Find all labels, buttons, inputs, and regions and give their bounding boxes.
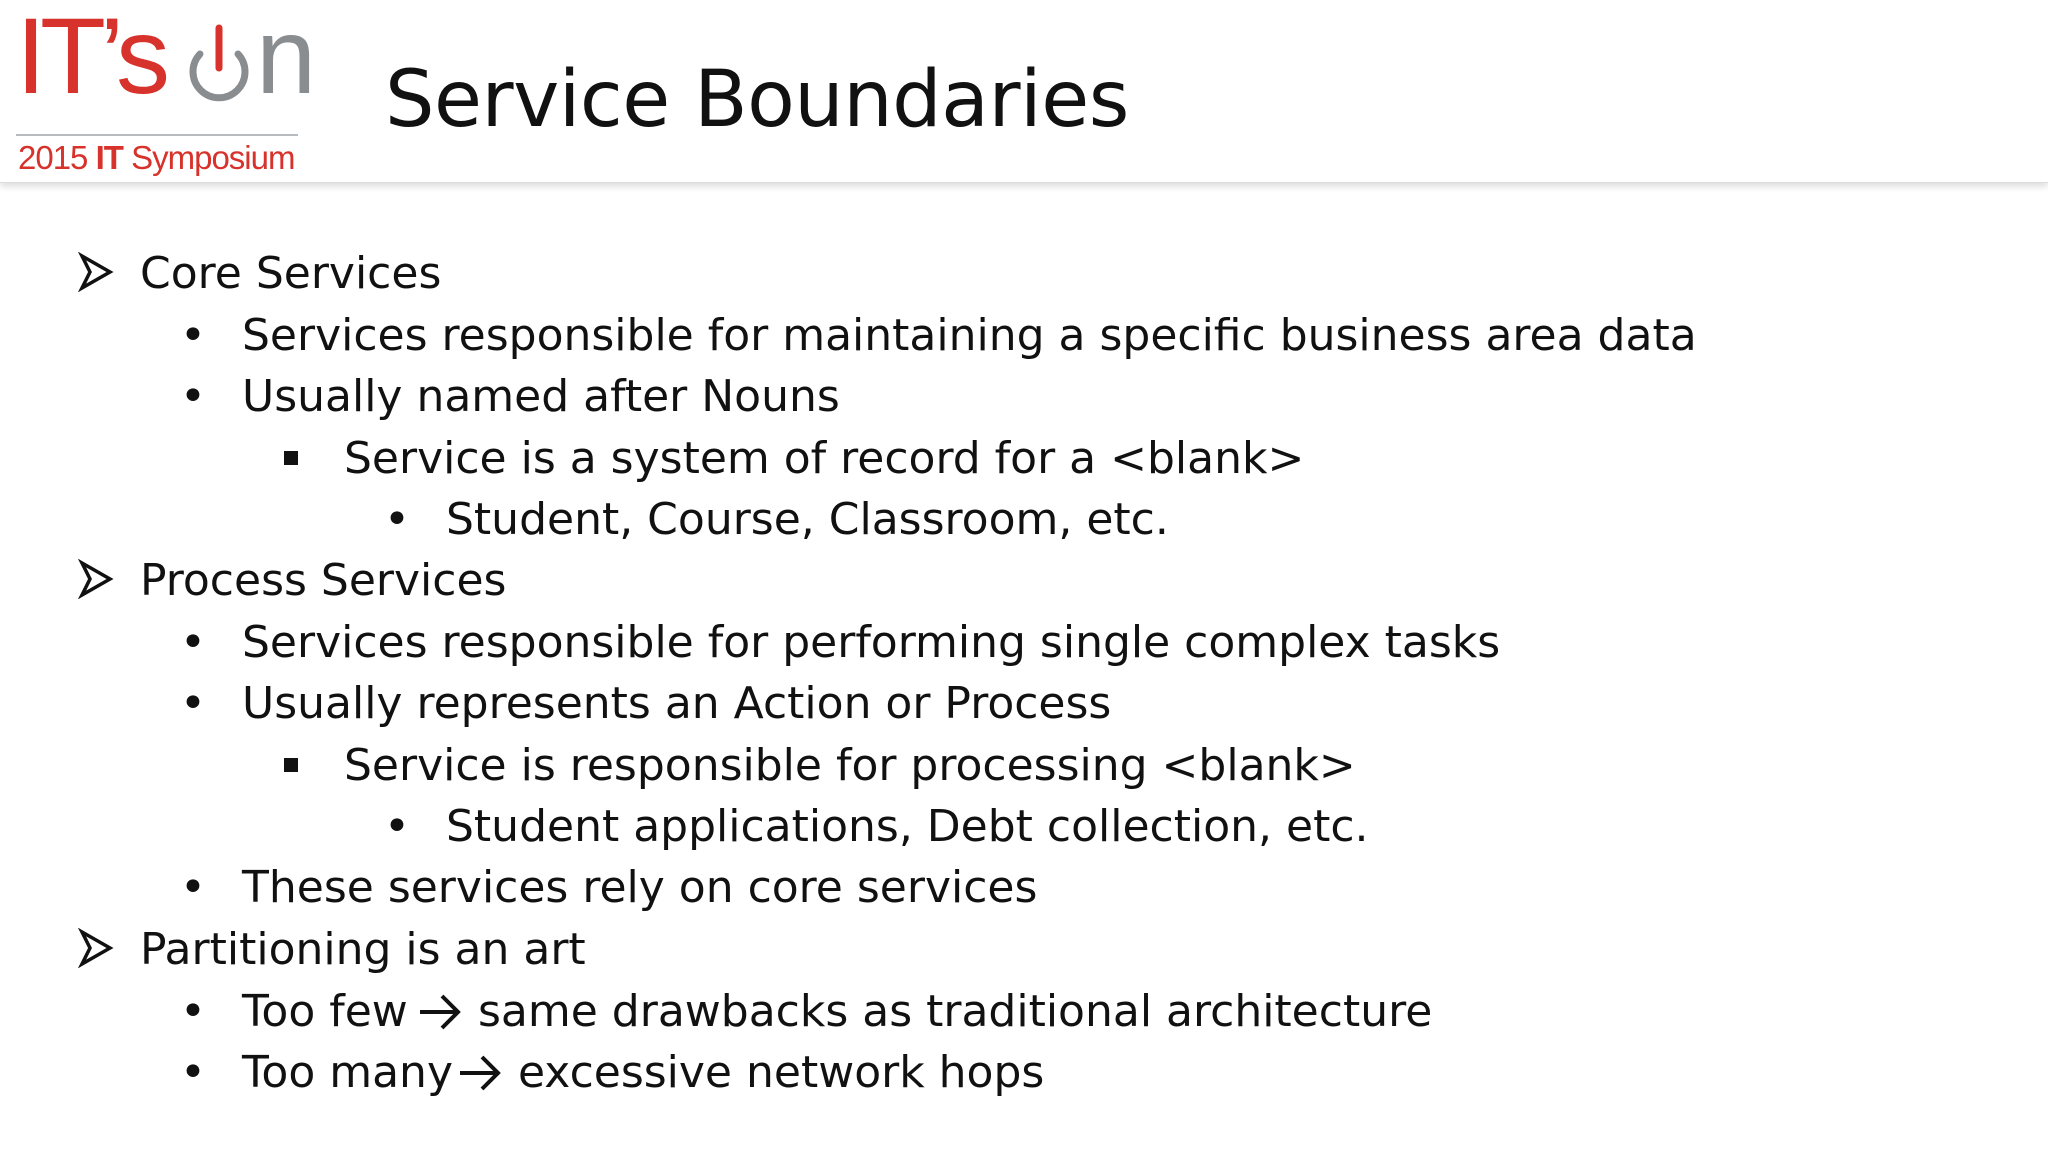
bullet-text: Too few <box>242 986 408 1037</box>
dot-bullet-icon: • <box>384 494 410 545</box>
logo-divider <box>16 134 298 136</box>
bullet-text: Services responsible for maintaining a specific business area data <box>242 310 1697 361</box>
dot-bullet-icon: • <box>180 617 206 668</box>
square-bullet-icon <box>284 758 298 772</box>
bullet-text: Student, Course, Classroom, etc. <box>446 494 1169 545</box>
bullet-text: Services responsible for performing single complex tasks <box>242 617 1501 668</box>
bullet-text: excessive network hops <box>518 1047 1045 1098</box>
slide-header <box>0 0 2048 183</box>
bullet-text: Process Services <box>140 555 507 606</box>
bullet-text: Usually named after Nouns <box>242 371 840 422</box>
bullet-text: Too many <box>242 1047 453 1098</box>
dot-bullet-icon: • <box>180 986 206 1037</box>
logo-year: 2015 <box>18 139 88 176</box>
bullet-text: same drawbacks as traditional architecture <box>478 986 1433 1037</box>
bullet-text: Partitioning is an art <box>140 924 586 975</box>
right-arrow-icon <box>458 1053 502 1101</box>
dot-bullet-icon: • <box>180 371 206 422</box>
arrowhead-bullet-icon <box>78 559 114 599</box>
bullet-text: Student applications, Debt collection, etc. <box>446 801 1369 852</box>
arrowhead-bullet-icon <box>78 252 114 292</box>
dot-bullet-icon: • <box>384 801 410 852</box>
arrowhead-bullet-icon <box>78 928 114 968</box>
dot-bullet-icon: • <box>180 1047 206 1098</box>
logo-subtitle <box>18 140 294 176</box>
dot-bullet-icon: • <box>180 310 206 361</box>
dot-bullet-icon: • <box>180 678 206 729</box>
right-arrow-icon <box>418 992 462 1040</box>
bullet-text: Service is a system of record for a <blank> <box>344 433 1305 484</box>
logo-symposium: Symposium <box>131 139 295 176</box>
bullet-text: Core Services <box>140 248 442 299</box>
square-bullet-icon <box>284 451 298 465</box>
logo-on-text: n <box>256 0 317 116</box>
bullet-text: Usually represents an Action or Process <box>242 678 1112 729</box>
bullet-text: Service is responsible for processing <blank> <box>344 740 1356 791</box>
dot-bullet-icon: • <box>180 862 206 913</box>
logo-its-text: IT’s <box>16 0 165 116</box>
logo-it: IT <box>95 139 123 176</box>
its-on-logo <box>16 0 317 176</box>
bullet-text: These services rely on core services <box>242 862 1038 913</box>
power-icon <box>186 20 252 114</box>
slide-title: Service Boundaries <box>385 55 1129 145</box>
